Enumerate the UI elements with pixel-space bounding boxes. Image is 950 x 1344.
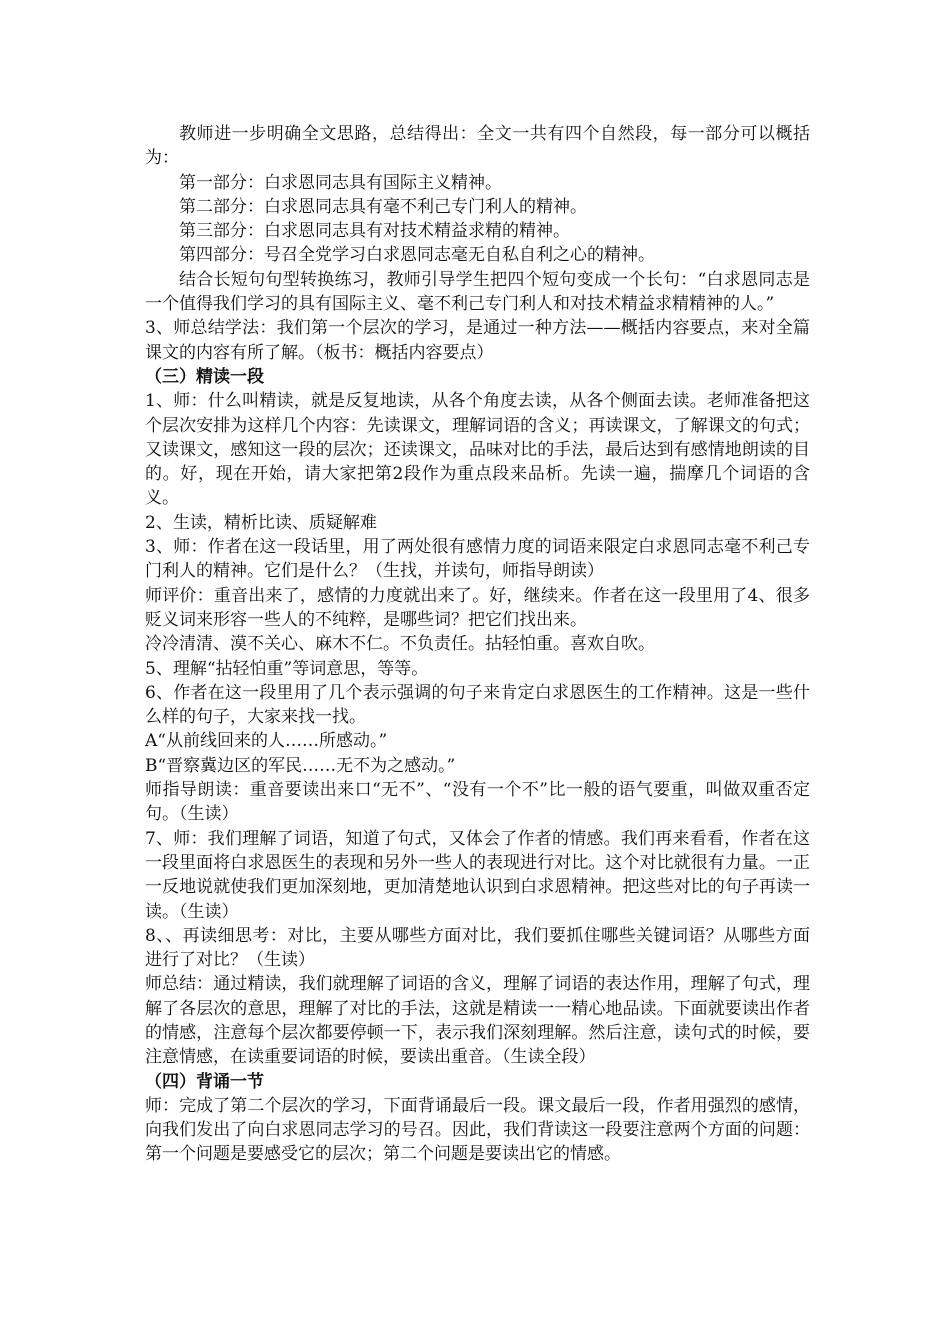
paragraph-reading-guidance: 师指导朗读：重音要读出来口“无不”、“没有一个不”比一般的语气要重，叫做双重否定句。（生读） (145, 780, 810, 825)
section-heading-recitation: （四）背诵一节 (145, 1071, 264, 1092)
paragraph-part-three: 第三部分：白求恩同志具有对技术精益求精的精神。 (179, 221, 570, 242)
paragraph-item-1: 1、师：什么叫精读，就是反复地读，从各个角度去读，从各个侧面去读。老师准备把这个层次安排为这样几个内容：先读课文，理解词语的含义；再读课文，了解课文的句式；又读课文，感知这一段的层次；还读课文，品味对比的手法，最后达到有感情地朗读的目的。好，现在开始，请大家把第2段作为重点段来品析。先读一遍，揣摩几个词语的含义。 (145, 391, 810, 509)
section-heading-intensive-reading: （三）精读一段 (145, 366, 264, 387)
paragraph-quote-b: B“晋察冀边区的军民……无不为之感动。” (145, 755, 456, 776)
paragraph-item-6: 6、作者在这一段里用了几个表示强调的句子来肯定白求恩医生的工作精神。这是一些什么样的句子，大家来找一找。 (145, 682, 810, 728)
paragraph-item-7: 7、师：我们理解了词语，知道了句式，又体会了作者的情感。我们再来看看，作者在这一段里面将白求恩医生的表现和另外一些人的表现进行对比。这个对比就很有力量。一正一反地说就使我们更加深刻地，更加清楚地认识到白求恩精神。把这些对比的句子再读一读。（生读） (145, 828, 810, 922)
paragraph-teacher-evaluation: 师评价：重音出来了，感情的力度就出来了。好，继续来。作者在这一段里用了4、很多贬义词来形容一些人的不纯粹，是哪些词？把它们找出来。 (145, 585, 810, 630)
paragraph-item-5: 5、理解“拈轻怕重”等词意思，等等。 (145, 658, 429, 679)
paragraph-teacher-summary: 师总结：通过精读，我们就理解了词语的含义，理解了词语的表达作用，理解了句式，理解了各层次的意思，理解了对比的手法，这就是精读一一精心地品读。下面就要读出作者的情感，注意每个层次都要停顿一下，表示我们深刻理解。然后注意，读句式的时候，要注意情感，在读重要词语的时候，要读出重音。（生读全段） (145, 974, 810, 1068)
paragraph-part-two: 第二部分：白求恩同志具有毫不利己专门利人的精神。 (179, 196, 587, 217)
paragraph-item-3: 3、师：作者在这一段话里，用了两处很有感情力度的词语来限定白求恩同志毫不利己专门利人的精神。它们是什么？（生找，并读句，师指导朗读） (145, 537, 810, 582)
paragraph-quote-a: A“从前线回来的人……所感动。” (145, 731, 388, 752)
paragraph-long-sentence: 结合长短句句型转换练习，教师引导学生把四个短句变成一个长句：“白求恩同志是一个值得我们学习的具有国际主义、毫不利己专门利人和对技术精益求精精神的人。” (145, 269, 810, 315)
paragraph-item-2: 2、生读，精析比读、质疑解难 (145, 512, 377, 533)
paragraph-part-four: 第四部分：号召全党学习白求恩同志毫无自私自利之心的精神。 (179, 245, 655, 266)
document-body (145, 122, 810, 1167)
paragraph-part-one: 第一部分：白求恩同志具有国际主义精神。 (179, 172, 502, 193)
paragraph-outline-intro: 教师进一步明确全文思路，总结得出：全文一共有四个自然段，每一部分可以概括为： (145, 124, 810, 169)
paragraph-recitation-intro: 师：完成了第二个层次的学习，下面背诵最后一段。课文最后一段，作者用强烈的感情，向我们发出了向白求恩同志学习的号召。因此，我们背读这一段要注意两个方面的问题：第一个问题是要感受它的层次；第二个问题是要读出它的情感。 (145, 1095, 810, 1165)
paragraph-item-8: 8、、再读细思考：对比，主要从哪些方面对比，我们要抓住哪些关键词语？从哪些方面进行了对比？（生读） (145, 925, 810, 971)
paragraph-method-summary: 3、师总结学法：我们第一个层次的学习，是通过一种方法——概括内容要点，来对全篇课文的内容有所了解。（板书：概括内容要点） (145, 318, 810, 363)
paragraph-derogatory-words: 冷冷清清、漠不关心、麻木不仁。不负责任。拈轻怕重。喜欢自吹。 (145, 634, 655, 655)
